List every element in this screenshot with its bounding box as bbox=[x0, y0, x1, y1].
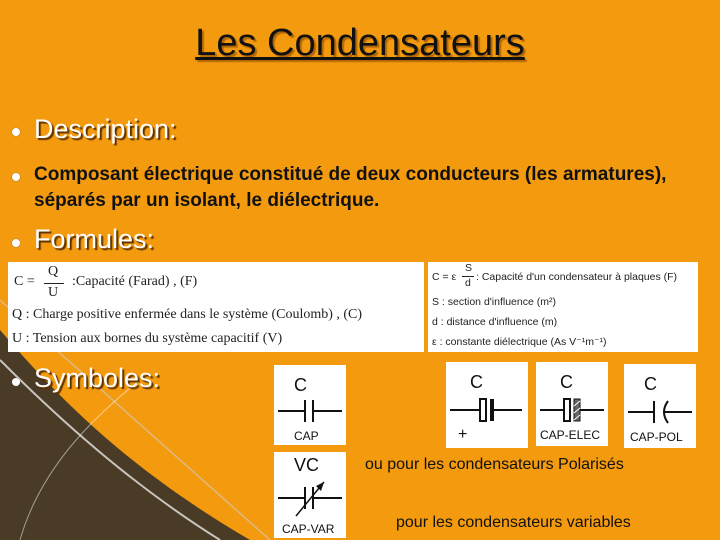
fraction-denominator: d bbox=[465, 277, 471, 289]
fraction-bar bbox=[44, 283, 64, 284]
bullet-icon bbox=[12, 173, 20, 181]
section-definition: S : section d'influence (m²) bbox=[432, 296, 556, 308]
vc-caption: CAP-VAR bbox=[282, 522, 335, 536]
plate-capacitance-definition: : Capacité d'un condensateur à plaques (F) bbox=[476, 271, 678, 283]
variable-note: pour les condensateurs variables bbox=[396, 514, 631, 531]
electrolytic-plus-symbol bbox=[446, 362, 528, 448]
description-text: Composant électrique constitué de deux conducteurs (les armatures), séparés par un isolant, le diélectrique. bbox=[34, 164, 667, 211]
charge-definition: Q : Charge positive enfermée dans le système (Coulomb) , (C) bbox=[12, 307, 363, 322]
dielectric-definition: ε : constante diélectrique (As V⁻¹m⁻¹) bbox=[432, 336, 607, 348]
bullet-icon bbox=[12, 128, 20, 136]
cap-elec-letter: C bbox=[560, 372, 573, 392]
slide-title: Les Condensateurs bbox=[195, 22, 525, 64]
formulas-heading: Formules: bbox=[34, 224, 155, 254]
distance-definition: d : distance d'influence (m) bbox=[432, 316, 558, 328]
plus-sign: + bbox=[458, 426, 468, 443]
bullet-icon bbox=[12, 378, 20, 386]
fraction-denominator: U bbox=[48, 285, 59, 300]
cap-caption: CAP bbox=[294, 429, 319, 443]
capacitance-symbol: C = bbox=[14, 274, 35, 289]
vc-letter: VC bbox=[294, 455, 320, 475]
cap-elec-icon bbox=[536, 396, 608, 424]
cap-pol-letter: C bbox=[644, 374, 657, 394]
cap-elec-symbol bbox=[536, 362, 608, 446]
formula-box-right bbox=[428, 262, 698, 352]
bullet-icon bbox=[12, 239, 20, 247]
plate-formula-prefix: C = ε bbox=[432, 271, 457, 283]
cap-symbol bbox=[274, 365, 346, 445]
capacitor-icon bbox=[274, 397, 346, 425]
variable-cap-symbol bbox=[274, 452, 346, 538]
description-heading: Description: bbox=[34, 114, 177, 144]
cap-letter: C bbox=[294, 375, 307, 395]
symbols-heading: Symboles: bbox=[34, 363, 161, 393]
voltage-definition: U : Tension aux bornes du système capacitif (V) bbox=[12, 331, 283, 346]
cap-elec-caption: CAP-ELEC bbox=[540, 428, 601, 442]
cap-pol-caption: CAP-POL bbox=[630, 430, 683, 444]
capacitance-definition: :Capacité (Farad) , (F) bbox=[72, 274, 198, 289]
formula-box-left bbox=[8, 262, 424, 352]
fraction-numerator: S bbox=[465, 262, 473, 274]
variable-capacitor-icon bbox=[274, 478, 346, 520]
electrolytic-capacitor-icon bbox=[446, 396, 528, 424]
cap-pol-symbol bbox=[624, 364, 696, 448]
elec-plus-letter: C bbox=[470, 372, 483, 392]
fraction-numerator: Q bbox=[48, 264, 59, 279]
polarised-note: ou pour les condensateurs Polarisés bbox=[365, 456, 624, 473]
polarized-capacitor-icon bbox=[624, 398, 696, 426]
